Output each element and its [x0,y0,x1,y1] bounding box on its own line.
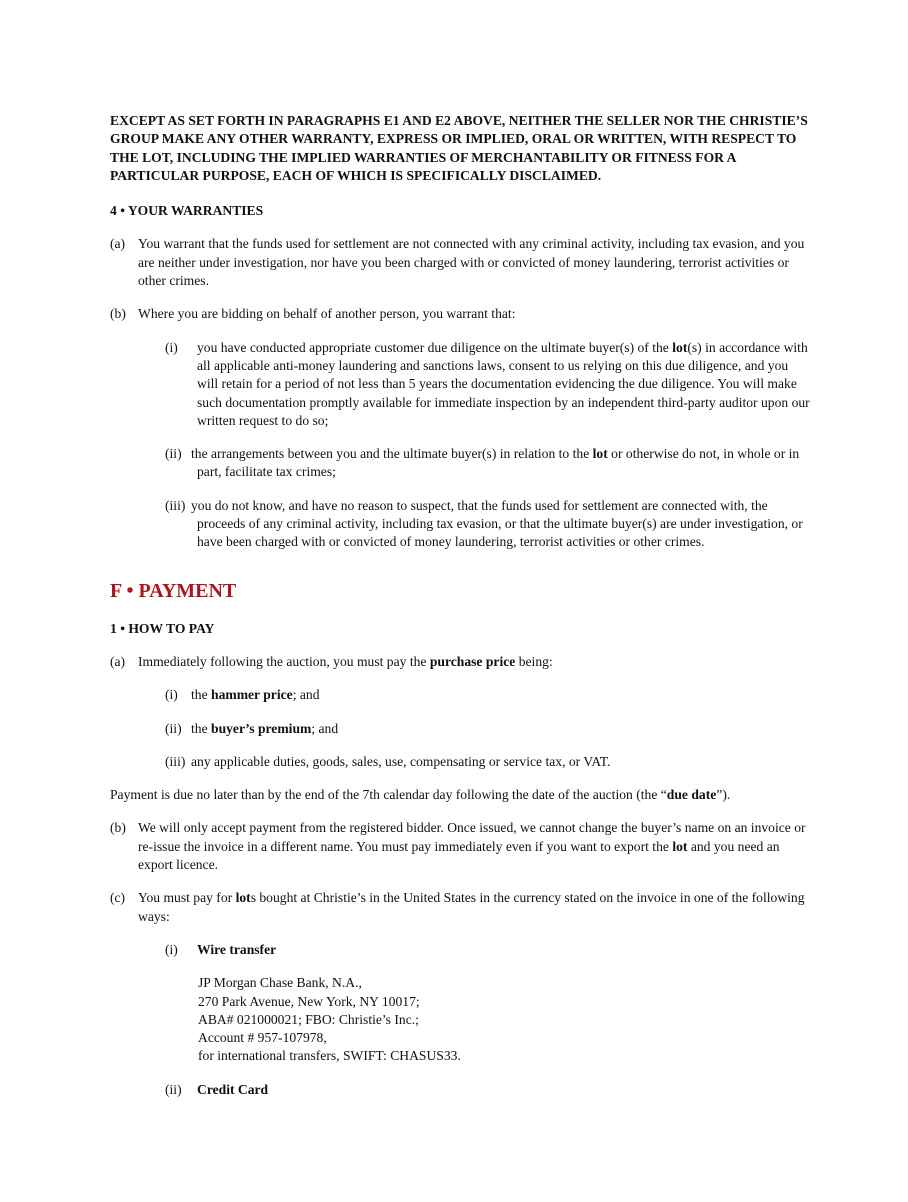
wire-line: ABA# 021000021; FBO: Christie’s Inc.; [198,1011,419,1027]
wire-line: JP Morgan Chase Bank, N.A., [198,975,362,991]
subclause-ii [165,445,810,482]
due-date-paragraph [110,786,810,804]
text-run: the arrangements between you and the ultimate buyer(s) in relation to the [191,446,590,462]
subclause-text [197,339,810,430]
clause-b [110,305,810,323]
bold-term: buyer’s premium [211,720,312,736]
text-run: You must pay for [138,890,233,906]
payment-clause-c [110,889,810,926]
text-run: ; and [311,720,339,736]
clause-a [110,235,810,290]
section-heading-your-warranties: 4 • YOUR WARRANTIES [110,203,264,219]
text-run: any applicable duties, goods, sales, use, compensating or service tax, or VAT. [191,753,611,769]
text-run: Payment is due no later than by the end of the 7th calendar day following the date of the auction (the “ [110,787,667,803]
section-title-payment: F • PAYMENT [110,579,237,602]
text-run: s bought at Christie’s in the United States in the currency stated on the invoice in one of the following ways: [138,890,805,924]
subclause-iii [165,497,810,552]
payment-subclause-i [165,686,810,704]
bold-term: lot [672,339,688,355]
clause-label: (c) [110,890,126,906]
bold-term: lot [592,446,608,462]
bold-term: lot [235,890,251,906]
clause-text [138,819,810,874]
text-run: ”). [716,787,731,803]
subclause-label: (i) [165,941,178,957]
clause-text [138,889,810,926]
clause-label: (b) [110,306,126,322]
text-run: being: [518,653,553,669]
payment-subclause-ii [165,720,810,738]
text-run: (s) in accordance with all applicable anti-money laundering and sanctions laws, consent to us relying on this due diligence, and you will retain for a period of not less than 5 years the documentation evidencing the due diligence. You will make such documentation promptly available for immediate inspection by an independent third-party auditor upon our written request to do so; [197,339,810,428]
wire-transfer-details [198,974,810,1065]
clause-text [138,653,810,671]
payment-subclause-iii [165,753,810,771]
text-run: ; and [292,687,320,703]
payment-method-credit-card [165,1081,810,1099]
clause-text: You warrant that the funds used for settlement are not connected with any criminal activity, including tax evasion, and you are neither under investigation, nor have you been charged with or convicted of money laundering, terrorist activities or other crimes. [138,236,805,289]
wire-line: for international transfers, SWIFT: CHASUS33. [198,1048,461,1064]
subclause-label: (iii) [165,753,186,769]
text-run: the [191,687,208,703]
clause-label: (a) [110,236,126,252]
bold-term: purchase price [429,653,516,669]
clause-text: Where you are bidding on behalf of another person, you warrant that: [138,306,516,322]
bold-term: hammer price [211,687,293,703]
subclause-label: (ii) [165,1081,182,1097]
payment-method-wire [165,941,810,959]
section-heading-how-to-pay: 1 • HOW TO PAY [110,620,215,636]
subclause-label: (i) [165,339,178,355]
payment-clause-a [110,653,810,671]
wire-line: Account # 957-107978, [198,1030,327,1046]
subclause-i [165,339,810,430]
text-run: Immediately following the auction, you must pay the [138,653,427,669]
method-title: Credit Card [197,1081,269,1097]
clause-label: (b) [110,820,126,836]
clause-label: (a) [110,653,126,669]
subclause-label: (ii) [165,446,182,462]
method-title: Wire transfer [197,941,277,957]
subclause-label: (iii) [165,497,186,513]
text-run: you do not know, and have no reason to suspect, that the funds used for settlement are connected with, the proceeds of any criminal activity, including tax evasion, or that the ultimate buyer(s) are under investigation, or have been charged with or convicted of money laundering, terrorist activities or other crimes. [191,497,803,550]
warranty-disclaimer: EXCEPT AS SET FORTH IN PARAGRAPHS E1 AND E2 ABOVE, NEITHER THE SELLER NOR THE CHRISTIE’S GROUP MAKE ANY OTHER WARRANTY, EXPRESS OR IMPLIED, ORAL OR WRITTEN, WITH RESPECT TO THE LOT, INCLUDING THE IMPLIED WARRANTIES OF MERCHANTABILITY OR FITNESS FOR A PARTICULAR PURPOSE, EACH OF WHICH IS SPECIFICALLY DISCLAIMED. [110,113,808,183]
text-run: and you need an export licence. [138,838,780,873]
bold-term: due date [666,787,717,803]
subclause-label: (i) [165,687,178,703]
text-run: the [191,720,208,736]
text-run: or otherwise do not, in whole or in part, facilitate tax crimes; [197,446,800,480]
wire-line: 270 Park Avenue, New York, NY 10017; [198,993,420,1009]
bold-term: lot [672,838,688,854]
text-run: We will only accept payment from the registered bidder. Once issued, we cannot change the buyer’s name on an invoice or re-issue the invoice in a different name. You must pay immediately even if you want to export the [138,820,806,854]
payment-clause-b [110,819,810,874]
text-run: you have conducted appropriate customer due diligence on the ultimate buyer(s) of the [197,339,669,355]
subclause-label: (ii) [165,720,182,736]
document-page [110,112,810,1099]
